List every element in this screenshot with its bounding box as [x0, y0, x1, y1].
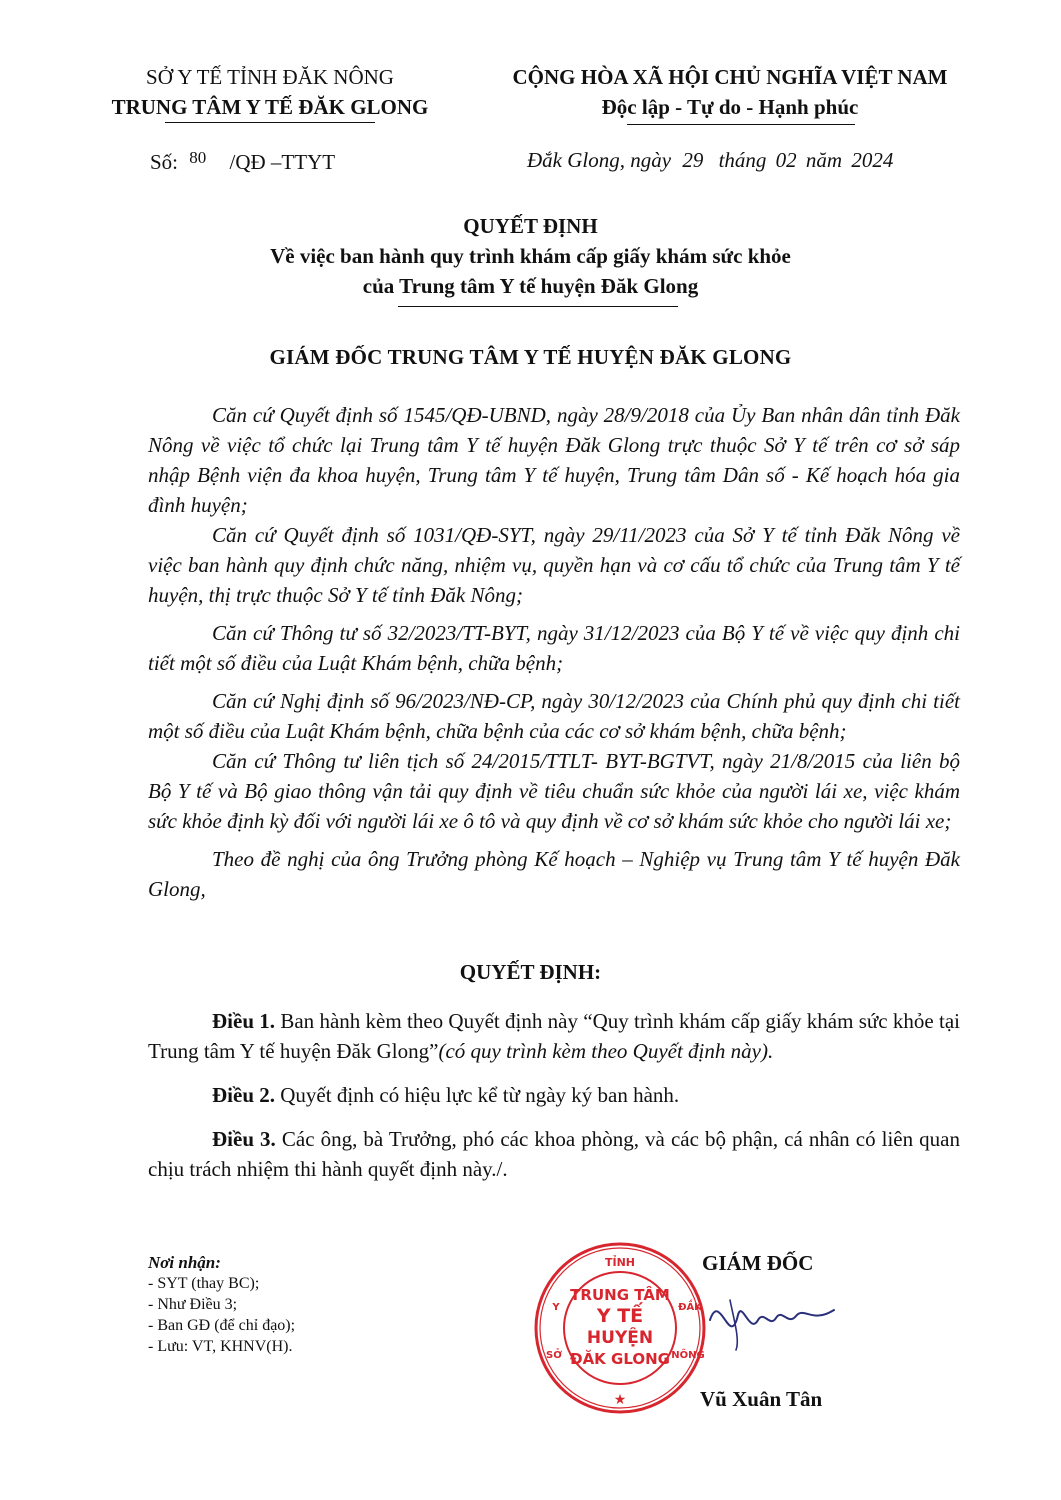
national-header: [470, 62, 990, 122]
svg-text:TỈNH: TỈNH: [604, 1256, 636, 1269]
parent-agency: SỞ Y TẾ TỈNH ĐĂK NÔNG: [146, 65, 394, 89]
article-3: Điều 3. Các ông, bà Trưởng, phó các khoa phòng, và các bộ phận, cá nhân có liên quan chịu trách nhiệm thi hành quyết định này./.: [148, 1127, 961, 1181]
official-seal: [530, 1238, 710, 1418]
articles: [148, 1006, 960, 1184]
svg-text:HUYỆN: HUYỆN: [586, 1328, 654, 1348]
svg-text:TRUNG TÂM: TRUNG TÂM: [570, 1286, 670, 1304]
authority-heading: GIÁM ĐỐC TRUNG TÂM Y TẾ HUYỆN ĐĂK GLONG: [269, 345, 792, 369]
left-header-rule: [165, 122, 375, 123]
preamble-item: Theo đề nghị của ông Trưởng phòng Kế hoạch – Nghiệp vụ Trung tâm Y tế huyện Đăk Glong,: [148, 847, 960, 901]
number-value: 80: [189, 148, 207, 167]
national-motto: Độc lập - Tự do - Hạnh phúc: [601, 95, 859, 119]
preamble: [148, 400, 960, 904]
article-1: Điều 1. Ban hành kèm theo Quyết định này “Quy trình khám cấp giấy khám sức khỏe tại Trung tâm Y tế huyện Đăk Glong”(có quy trình kèm theo Quyết định này).: [148, 1009, 960, 1063]
recipient-item: - Như Điều 3;: [148, 1296, 238, 1313]
handwritten-signature: [700, 1280, 840, 1360]
right-header-rule: [627, 124, 855, 125]
title-rule: [398, 306, 678, 307]
signer-position: GIÁM ĐỐC: [702, 1251, 814, 1275]
svg-text:ĐĂK GLONG: ĐĂK GLONG: [570, 1350, 670, 1368]
svg-text:NÔNG: NÔNG: [671, 1350, 705, 1361]
preamble-item: Căn cứ Thông tư liên tịch số 24/2015/TTLT- BYT-BGTVT, ngày 21/8/2015 của liên bộ Bộ Y tế và Bộ giao thông vận tải quy định về tiêu chuẩn sức khỏe của người lái xe, việc khám sức khỏe định kỳ đối với người lái xe ô tô và quy định về cơ sở khám sức khỏe cho người lái xe;: [148, 749, 960, 833]
recipient-item: - Ban GĐ (để chỉ đạo);: [148, 1317, 296, 1334]
issuing-authority: [85, 62, 455, 122]
recipient-item: - SYT (thay BC);: [148, 1275, 260, 1292]
document-number: Số: $^{80}$ /QĐ –TTYT: [150, 148, 336, 174]
document-subject-line2: của Trung tâm Y tế huyện Đăk Glong: [362, 274, 699, 298]
article-2: Điều 2. Quyết định có hiệu lực kể từ ngày ký ban hành.: [212, 1083, 680, 1107]
svg-text:★: ★: [613, 1392, 627, 1408]
preamble-item: Căn cứ Quyết định số 1545/QĐ-UBND, ngày 28/9/2018 của Ủy Ban nhân dân tỉnh Đăk Nông về việc tổ chức lại Trung tâm Y tế huyện Đăk Glong trực thuộc Sở Y tế trên cơ sở sáp nhập Bệnh viện đa khoa huyện, Trung tâm Y tế huyện, Trung tâm Dân số - Kế hoạch hóa gia đình huyện;: [148, 403, 960, 517]
issuing-agency: TRUNG TÂM Y TẾ ĐĂK GLONG: [111, 95, 429, 119]
svg-text:Y TẾ: Y TẾ: [596, 1305, 644, 1327]
preamble-item: Căn cứ Nghị định số 96/2023/NĐ-CP, ngày 30/12/2023 của Chính phủ quy định chi tiết một số điều của Luật Khám bệnh, chữa bệnh của các cơ sở khám bệnh, chữa bệnh;: [148, 689, 960, 743]
preamble-item: Căn cứ Quyết định số 1031/QĐ-SYT, ngày 29/11/2023 của Sở Y tế tỉnh Đăk Nông về việc ban hành quy định chức năng, nhiệm vụ, quyền hạn và cơ cấu tổ chức của Trung tâm Y tế huyện, thị trực thuộc Sở Y tế tỉnh Đăk Nông;: [148, 523, 960, 607]
svg-text:ĐẮK: ĐẮK: [678, 1302, 702, 1313]
issue-date: Đắk Glong, ngày 29 tháng 02 năm 2024: [527, 148, 894, 172]
svg-text:Y: Y: [552, 1302, 560, 1313]
recipients-heading: Nơi nhận:: [148, 1253, 221, 1272]
preamble-item: Căn cứ Thông tư số 32/2023/TT-BYT, ngày 31/12/2023 của Bộ Y tế về việc quy định chi tiết một số điều của Luật Khám bệnh, chữa bệnh;: [148, 621, 960, 675]
document-subject-line1: Về việc ban hành quy trình khám cấp giấy khám sức khỏe: [270, 244, 791, 268]
document-title: QUYẾT ĐỊNH: [463, 214, 598, 238]
recipient-item: - Lưu: VT, KHNV(H).: [148, 1338, 293, 1355]
recipients: [148, 1252, 295, 1357]
national-title: CỘNG HÒA XÃ HỘI CHỦ NGHĨA VIỆT NAM: [512, 65, 948, 89]
svg-text:SỞ: SỞ: [546, 1350, 562, 1361]
signer-name: Vũ Xuân Tân: [700, 1387, 823, 1411]
decision-heading: QUYẾT ĐỊNH:: [459, 960, 602, 984]
